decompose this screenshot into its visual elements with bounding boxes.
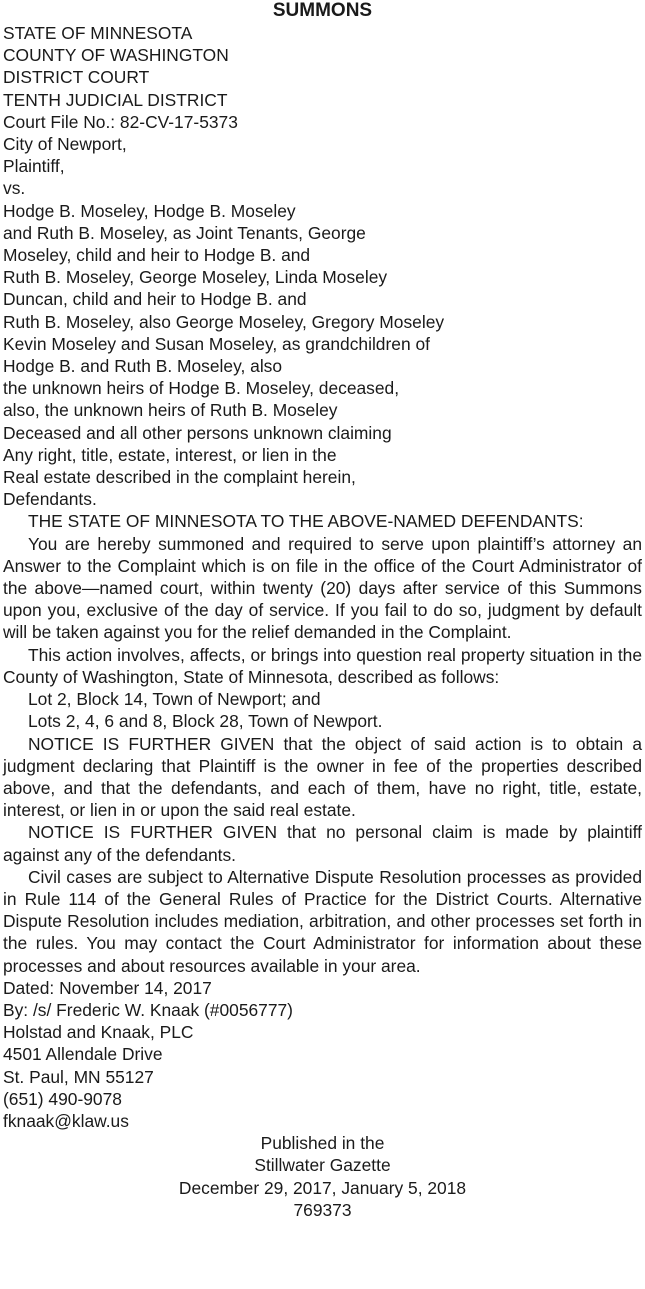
publication-name: Stillwater Gazette [254,1155,391,1176]
firm-phone: (651) 490-9078 [3,1088,122,1109]
plaintiff-label: Plaintiff, [3,156,65,177]
summons-paragraph: You are hereby summoned and required to serve upon plaintiff’s attorney an Answer to the Complaint which is on file in the office of the Court Administrator of the above—named court, within twenty (20) days after service of this Summons upon you, exclusive of the day of service. If you fail to do so, judgment by default will be taken against you for the relief demanded in the Complaint. [3,533,642,643]
caption-court: DISTRICT COURT [3,67,150,88]
property-lot: Lot 2, Block 14, Town of Newport; and [28,689,321,710]
defendants-line: also, the unknown heirs of Ruth B. Moseley [3,400,338,421]
defendants-line: Ruth B. Moseley, also George Moseley, Gregory Moseley [3,311,445,332]
versus-label: vs. [3,178,26,199]
case-caption [3,22,642,510]
defendants-line: Moseley, child and heir to Hodge B. and [3,245,311,266]
defendants-line: Hodge B. Moseley, Hodge B. Moseley [3,200,296,221]
defendants-line: Duncan, child and heir to Hodge B. and [3,289,307,310]
defendants-line: Deceased and all other persons unknown claiming [3,422,392,443]
defendants-line: Real estate described in the complaint herein, [3,467,356,488]
published-in-label: Published in the [260,1133,385,1154]
caption-state: STATE OF MINNESOTA [3,23,193,43]
court-file-number: Court File No.: 82-CV-17-5373 [3,111,238,132]
attorney-signature: By: /s/ Frederic W. Knaak (#0056777) [3,999,293,1020]
defendants-line: and Ruth B. Moseley, as Joint Tenants, George [3,222,366,243]
defendants-line: Ruth B. Moseley, George Moseley, Linda Moseley [3,267,388,288]
notice-claim-paragraph: NOTICE IS FURTHER GIVEN that no personal claim is made by plaintiff against any of the defendants. [3,822,642,865]
dated-line: Dated: November 14, 2017 [3,977,212,998]
caption-county: COUNTY OF WASHINGTON [3,45,229,66]
firm-city-state-zip: St. Paul, MN 55127 [3,1066,154,1087]
property-lot: Lots 2, 4, 6 and 8, Block 28, Town of Newport. [28,711,383,732]
notice-title: SUMMONS [272,0,373,21]
property-paragraph: This action involves, affects, or brings into question real property situation in the County of Washington, State of Minnesota, described as follows: [3,644,642,687]
firm-street-address: 4501 Allendale Drive [3,1044,163,1065]
law-firm: Holstad and Knaak, PLC [3,1022,194,1043]
firm-email: fknaak@klaw.us [3,1110,129,1131]
notice-object-paragraph: NOTICE IS FURTHER GIVEN that the object of said action is to obtain a judgment declaring that Plaintiff is the owner in fee of the properties described above, and that the defendants, and each of them, have no right, title, estate, interest, or lien in or upon the said real estate. [3,733,642,821]
defendants-line: the unknown heirs of Hodge B. Moseley, deceased, [3,378,400,399]
publication-dates: December 29, 2017, January 5, 2018 [178,1177,467,1198]
defendants-line: Kevin Moseley and Susan Moseley, as grandchildren of [3,333,430,354]
defendants-line: Any right, title, estate, interest, or lien in the [3,444,337,465]
notice-body [3,510,642,976]
adr-paragraph: Civil cases are subject to Alternative Dispute Resolution processes as provided in Rule 114 of the General Rules of Practice for the District Courts. Alternative Dispute Resolution includes mediation, arbitration, and other processes set forth in the rules. You may contact the Court Administrator for information about these processes and about resources available in your area. [3,866,642,976]
notice-id: 769373 [293,1199,352,1220]
defendants-label: Defendants. [3,489,97,510]
plaintiff-name: City of Newport, [3,134,127,155]
publication-info [3,1132,642,1221]
address-heading: THE STATE OF MINNESOTA TO THE ABOVE-NAMED DEFENDANTS: [28,511,584,532]
caption-district: TENTH JUDICIAL DISTRICT [3,89,228,110]
defendants-line: Hodge B. and Ruth B. Moseley, also [3,356,283,377]
signature-block [3,977,642,1132]
